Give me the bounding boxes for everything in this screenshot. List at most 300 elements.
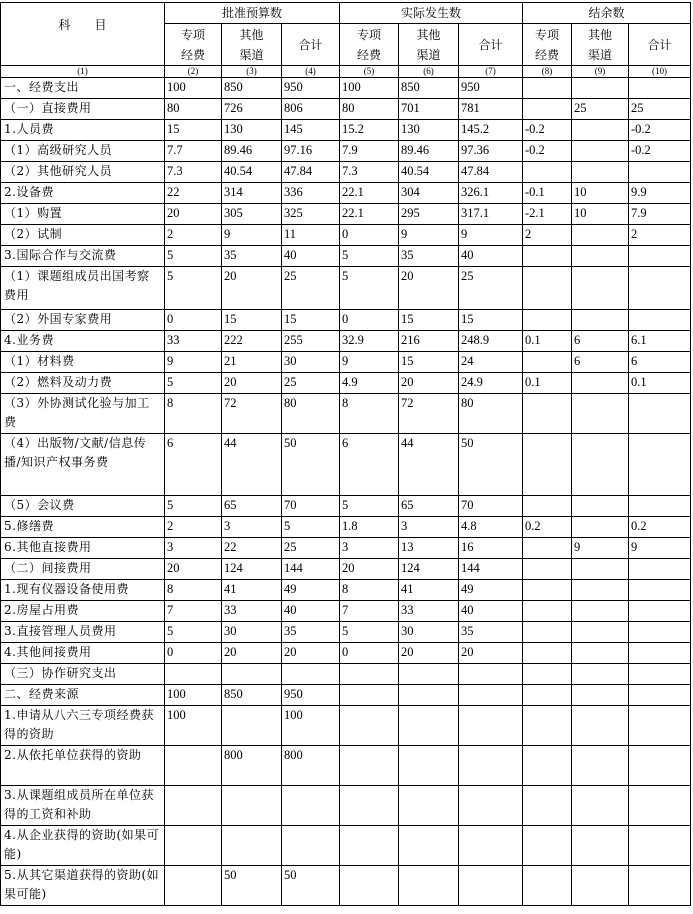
value-cell: [572, 643, 629, 664]
table-row: [1, 267, 691, 310]
column-index: (1): [1, 66, 165, 78]
value-cell: [572, 786, 629, 826]
value-cell: [572, 826, 629, 866]
value-cell: 25: [282, 373, 340, 394]
value-cell: [629, 664, 691, 685]
value-cell: 1.8: [340, 517, 399, 538]
value-cell: 80: [165, 99, 222, 120]
value-cell: -2.1: [523, 204, 572, 225]
value-cell: 5: [340, 246, 399, 267]
row-label: 一、经费支出: [1, 78, 165, 99]
value-cell: 70: [459, 496, 523, 517]
value-cell: [523, 78, 572, 99]
value-cell: 314: [222, 183, 282, 204]
value-cell: 806: [282, 99, 340, 120]
value-cell: [523, 394, 572, 434]
value-cell: [523, 601, 572, 622]
value-cell: [572, 664, 629, 685]
row-label: 4.业务费: [1, 331, 165, 352]
value-cell: 255: [282, 331, 340, 352]
value-cell: 80: [459, 394, 523, 434]
column-index: (9): [572, 66, 629, 78]
value-cell: [572, 601, 629, 622]
value-cell: [282, 826, 340, 866]
value-cell: 144: [282, 559, 340, 580]
value-cell: 25: [282, 538, 340, 559]
value-cell: 20: [399, 643, 459, 664]
row-label: （2）其他研究人员: [1, 162, 165, 183]
value-cell: 216: [399, 331, 459, 352]
value-cell: 15: [165, 120, 222, 141]
value-cell: 124: [399, 559, 459, 580]
value-cell: [629, 580, 691, 601]
value-cell: 8: [340, 394, 399, 434]
value-cell: 0: [165, 643, 222, 664]
row-label: （三）协作研究支出: [1, 664, 165, 685]
value-cell: 850: [399, 78, 459, 99]
value-cell: 950: [459, 78, 523, 99]
value-cell: 15: [399, 352, 459, 373]
value-cell: [340, 664, 399, 685]
value-cell: [165, 664, 222, 685]
table-row: [1, 643, 691, 664]
value-cell: [572, 246, 629, 267]
value-cell: [459, 706, 523, 746]
value-cell: [222, 664, 282, 685]
value-cell: [572, 394, 629, 434]
value-cell: [523, 706, 572, 746]
row-label: 5.修缮费: [1, 517, 165, 538]
value-cell: [629, 746, 691, 786]
value-cell: 25: [572, 99, 629, 120]
value-cell: 2: [165, 517, 222, 538]
row-label: 2.房屋占用费: [1, 601, 165, 622]
item-header: 科 目: [1, 3, 165, 66]
value-cell: 25: [282, 267, 340, 310]
value-cell: [282, 786, 340, 826]
value-cell: 9.9: [629, 183, 691, 204]
value-cell: [523, 866, 572, 906]
column-index: (8): [523, 66, 572, 78]
value-cell: [629, 601, 691, 622]
value-cell: [523, 643, 572, 664]
value-cell: 30: [282, 352, 340, 373]
value-cell: 72: [399, 394, 459, 434]
row-label: （2）外国专家费用: [1, 310, 165, 331]
actual-total-header: 合计: [459, 24, 523, 66]
value-cell: [523, 496, 572, 517]
value-cell: 9: [629, 538, 691, 559]
budget-table-container: [0, 2, 690, 906]
value-cell: 305: [222, 204, 282, 225]
value-cell: 9: [459, 225, 523, 246]
value-cell: [399, 664, 459, 685]
row-label: （3）外协测试化验与加工费: [1, 394, 165, 434]
value-cell: 80: [282, 394, 340, 434]
value-cell: [340, 786, 399, 826]
value-cell: 15: [459, 310, 523, 331]
value-cell: 7.7: [165, 141, 222, 162]
value-cell: [572, 120, 629, 141]
table-row: [1, 622, 691, 643]
row-label: 1.人员费: [1, 120, 165, 141]
column-index: (6): [399, 66, 459, 78]
value-cell: 326.1: [459, 183, 523, 204]
value-cell: [523, 162, 572, 183]
value-cell: 40: [282, 246, 340, 267]
value-cell: 7.9: [340, 141, 399, 162]
value-cell: [629, 394, 691, 434]
value-cell: [459, 866, 523, 906]
value-cell: 145: [282, 120, 340, 141]
value-cell: 6: [572, 352, 629, 373]
value-cell: [222, 786, 282, 826]
value-cell: [399, 706, 459, 746]
value-cell: 47.84: [282, 162, 340, 183]
table-row: [1, 120, 691, 141]
value-cell: [340, 826, 399, 866]
value-cell: 5: [340, 622, 399, 643]
value-cell: 5: [165, 622, 222, 643]
approved-budget-header: 批准预算数: [165, 3, 340, 24]
value-cell: [629, 826, 691, 866]
value-cell: 22.1: [340, 183, 399, 204]
column-index: (4): [282, 66, 340, 78]
table-row: [1, 706, 691, 746]
value-cell: 20: [399, 267, 459, 310]
value-cell: 40: [282, 601, 340, 622]
column-index: (10): [629, 66, 691, 78]
value-cell: 7.9: [629, 204, 691, 225]
value-cell: [572, 162, 629, 183]
value-cell: [572, 580, 629, 601]
table-row: [1, 141, 691, 162]
value-cell: 0.2: [629, 517, 691, 538]
value-cell: 24: [459, 352, 523, 373]
row-label: （一）直接费用: [1, 99, 165, 120]
value-cell: [572, 517, 629, 538]
value-cell: 20: [340, 559, 399, 580]
table-row: [1, 580, 691, 601]
value-cell: 0: [340, 310, 399, 331]
value-cell: [629, 267, 691, 310]
actual-special-header: 专项 经费: [340, 24, 399, 66]
value-cell: 33: [222, 601, 282, 622]
row-label: 6.其他直接费用: [1, 538, 165, 559]
approved-special-header: 专项 经费: [165, 24, 222, 66]
value-cell: 32.9: [340, 331, 399, 352]
value-cell: 9: [222, 225, 282, 246]
value-cell: 41: [399, 580, 459, 601]
value-cell: 8: [165, 580, 222, 601]
value-cell: [165, 786, 222, 826]
value-cell: 25: [629, 99, 691, 120]
table-row: [1, 601, 691, 622]
value-cell: 22.1: [340, 204, 399, 225]
value-cell: 25: [459, 267, 523, 310]
value-cell: 2: [523, 225, 572, 246]
value-cell: [340, 746, 399, 786]
value-cell: 701: [399, 99, 459, 120]
value-cell: [572, 685, 629, 706]
value-cell: [523, 786, 572, 826]
value-cell: [523, 352, 572, 373]
value-cell: 89.46: [399, 141, 459, 162]
value-cell: 65: [399, 496, 459, 517]
value-cell: 0: [165, 310, 222, 331]
value-cell: [340, 685, 399, 706]
table-row: [1, 352, 691, 373]
value-cell: [629, 310, 691, 331]
value-cell: 781: [459, 99, 523, 120]
value-cell: [165, 826, 222, 866]
value-cell: [523, 538, 572, 559]
value-cell: 47.84: [459, 162, 523, 183]
value-cell: [572, 434, 629, 496]
value-cell: 100: [340, 78, 399, 99]
value-cell: 50: [222, 866, 282, 906]
value-cell: [399, 746, 459, 786]
value-cell: [399, 685, 459, 706]
table-row: [1, 162, 691, 183]
value-cell: -0.2: [629, 141, 691, 162]
value-cell: 21: [222, 352, 282, 373]
value-cell: [459, 826, 523, 866]
row-label: （1）课题组成员出国考察费用: [1, 267, 165, 310]
value-cell: 0: [340, 643, 399, 664]
value-cell: 0.1: [523, 331, 572, 352]
value-cell: 7: [340, 601, 399, 622]
row-label: （2）燃料及动力费: [1, 373, 165, 394]
value-cell: 100: [165, 685, 222, 706]
value-cell: 100: [282, 706, 340, 746]
value-cell: 145.2: [459, 120, 523, 141]
value-cell: -0.2: [629, 120, 691, 141]
value-cell: [459, 685, 523, 706]
value-cell: 20: [399, 373, 459, 394]
value-cell: [523, 664, 572, 685]
table-row: [1, 517, 691, 538]
value-cell: 3: [222, 517, 282, 538]
value-cell: 22: [222, 538, 282, 559]
table-body: [1, 78, 691, 906]
value-cell: 5: [165, 267, 222, 310]
value-cell: 295: [399, 204, 459, 225]
value-cell: 10: [572, 183, 629, 204]
row-label: （4）出版物/文献/信息传播/知识产权事务费: [1, 434, 165, 496]
value-cell: 3: [165, 538, 222, 559]
row-label: （二）间接费用: [1, 559, 165, 580]
value-cell: [282, 664, 340, 685]
table-row: [1, 183, 691, 204]
table-row: [1, 538, 691, 559]
table-row: [1, 866, 691, 906]
value-cell: 15.2: [340, 120, 399, 141]
value-cell: [629, 162, 691, 183]
value-cell: [399, 786, 459, 826]
value-cell: 3: [340, 538, 399, 559]
value-cell: [629, 866, 691, 906]
row-label: 3.直接管理人员费用: [1, 622, 165, 643]
value-cell: 97.36: [459, 141, 523, 162]
value-cell: 89.46: [222, 141, 282, 162]
approved-other-header: 其他 渠道: [222, 24, 282, 66]
value-cell: 6: [340, 434, 399, 496]
value-cell: 30: [222, 622, 282, 643]
row-label: 3.从课题组成员所在单位获得的工资和补助: [1, 786, 165, 826]
column-index-row: [1, 66, 691, 78]
row-label: 2.设备费: [1, 183, 165, 204]
balance-total-header: 合计: [629, 24, 691, 66]
header-group-row: [1, 3, 691, 24]
value-cell: [629, 622, 691, 643]
row-label: 4.从企业获得的资助(如果可能): [1, 826, 165, 866]
table-row: [1, 826, 691, 866]
row-label: （2）试制: [1, 225, 165, 246]
value-cell: 800: [282, 746, 340, 786]
value-cell: 15: [222, 310, 282, 331]
value-cell: 850: [222, 685, 282, 706]
value-cell: 7.3: [340, 162, 399, 183]
value-cell: 24.9: [459, 373, 523, 394]
table-row: [1, 225, 691, 246]
value-cell: [222, 706, 282, 746]
value-cell: [523, 826, 572, 866]
value-cell: [572, 496, 629, 517]
value-cell: 41: [222, 580, 282, 601]
value-cell: 44: [399, 434, 459, 496]
row-label: 1.申请从八六三专项经费获得的资助: [1, 706, 165, 746]
table-row: [1, 373, 691, 394]
table-row: [1, 246, 691, 267]
value-cell: 2: [165, 225, 222, 246]
row-label: 1.现有仪器设备使用费: [1, 580, 165, 601]
value-cell: [340, 866, 399, 906]
value-cell: 9: [165, 352, 222, 373]
value-cell: [523, 559, 572, 580]
value-cell: 222: [222, 331, 282, 352]
value-cell: 4.8: [459, 517, 523, 538]
budget-table: [0, 2, 691, 906]
actual-spending-header: 实际发生数: [340, 3, 523, 24]
value-cell: 850: [222, 78, 282, 99]
value-cell: 97.16: [282, 141, 340, 162]
value-cell: [523, 580, 572, 601]
table-row: [1, 394, 691, 434]
row-label: （1）高级研究人员: [1, 141, 165, 162]
value-cell: 35: [282, 622, 340, 643]
value-cell: 13: [399, 538, 459, 559]
value-cell: [629, 706, 691, 746]
row-label: 4.其他间接费用: [1, 643, 165, 664]
value-cell: [629, 78, 691, 99]
value-cell: [572, 373, 629, 394]
value-cell: [340, 706, 399, 746]
value-cell: -0.2: [523, 120, 572, 141]
value-cell: 50: [282, 866, 340, 906]
value-cell: 40: [459, 246, 523, 267]
value-cell: [523, 246, 572, 267]
value-cell: 9: [399, 225, 459, 246]
value-cell: -0.1: [523, 183, 572, 204]
actual-other-header: 其他 渠道: [399, 24, 459, 66]
value-cell: [572, 267, 629, 310]
value-cell: [572, 310, 629, 331]
value-cell: 5: [282, 517, 340, 538]
row-label: 3.国际合作与交流费: [1, 246, 165, 267]
row-label: （1）材料费: [1, 352, 165, 373]
value-cell: [572, 559, 629, 580]
value-cell: 0.1: [629, 373, 691, 394]
value-cell: 726: [222, 99, 282, 120]
value-cell: 950: [282, 685, 340, 706]
value-cell: 20: [222, 267, 282, 310]
table-row: [1, 664, 691, 685]
value-cell: 2: [629, 225, 691, 246]
value-cell: 15: [399, 310, 459, 331]
value-cell: [523, 685, 572, 706]
value-cell: 35: [399, 246, 459, 267]
value-cell: [523, 310, 572, 331]
value-cell: 3: [399, 517, 459, 538]
value-cell: 5: [165, 246, 222, 267]
value-cell: [629, 559, 691, 580]
value-cell: 33: [165, 331, 222, 352]
value-cell: 11: [282, 225, 340, 246]
row-label: 5.从其它渠道获得的资助(如果可能): [1, 866, 165, 906]
table-row: [1, 331, 691, 352]
value-cell: 0.1: [523, 373, 572, 394]
value-cell: [523, 99, 572, 120]
value-cell: 6: [629, 352, 691, 373]
value-cell: 20: [165, 204, 222, 225]
value-cell: 130: [222, 120, 282, 141]
value-cell: 325: [282, 204, 340, 225]
value-cell: 100: [165, 78, 222, 99]
value-cell: 5: [340, 496, 399, 517]
value-cell: [572, 746, 629, 786]
row-label: （5）会议费: [1, 496, 165, 517]
value-cell: 9: [572, 538, 629, 559]
value-cell: [572, 225, 629, 246]
value-cell: 124: [222, 559, 282, 580]
value-cell: 6: [572, 331, 629, 352]
value-cell: [222, 826, 282, 866]
value-cell: [523, 267, 572, 310]
table-row: [1, 434, 691, 496]
table-row: [1, 746, 691, 786]
value-cell: 20: [459, 643, 523, 664]
value-cell: [629, 496, 691, 517]
value-cell: 70: [282, 496, 340, 517]
row-label: 2.从依托单位获得的资助: [1, 746, 165, 786]
value-cell: 40: [459, 601, 523, 622]
table-row: [1, 496, 691, 517]
value-cell: 80: [340, 99, 399, 120]
value-cell: [572, 141, 629, 162]
value-cell: 317.1: [459, 204, 523, 225]
value-cell: [572, 622, 629, 643]
value-cell: [523, 434, 572, 496]
value-cell: [572, 706, 629, 746]
value-cell: [399, 826, 459, 866]
column-index: (3): [222, 66, 282, 78]
value-cell: 100: [165, 706, 222, 746]
value-cell: 336: [282, 183, 340, 204]
value-cell: 6.1: [629, 331, 691, 352]
value-cell: [459, 746, 523, 786]
value-cell: [629, 643, 691, 664]
